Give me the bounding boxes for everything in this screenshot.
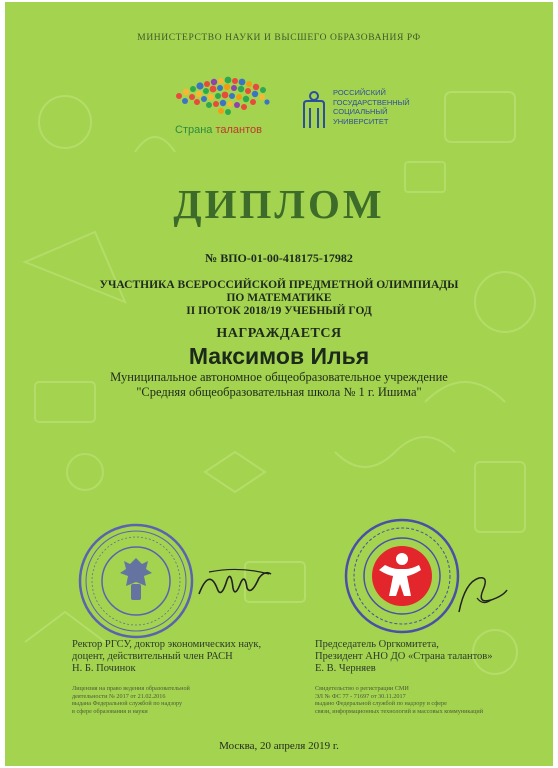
license-line: Лицензия на право ведения образовательной [72, 685, 190, 692]
school-name [5, 370, 553, 400]
media-registration-info [315, 685, 545, 715]
university-emblem-icon [301, 90, 327, 130]
olympiad-heading [5, 279, 553, 318]
rgsu-line: УНИВЕРСИТЕТ [333, 116, 389, 126]
rector-line: доцент, действительный член РАСН [72, 651, 233, 662]
ministry-header: МИНИСТЕРСТВО НАУКИ И ВЫСШЕГО ОБРАЗОВАНИЯ РФ [137, 33, 421, 43]
olympiad-line: II ПОТОК 2018/19 УЧЕБНЫЙ ГОД [186, 305, 372, 317]
rgsu-line: РОССИЙСКИЙ [333, 88, 386, 97]
recipient-name: Максимов Илья [188, 343, 370, 369]
chairman-signatory [315, 639, 545, 675]
license-line: выдана Федеральной службой по надзору [72, 700, 183, 707]
license-line: деятельности № 2017 от 21.02.2016 [72, 692, 166, 700]
school-line: Муниципальное автономное общеобразовательное учреждение [110, 370, 448, 384]
diploma-page [5, 2, 553, 766]
olympiad-line: ПО МАТЕМАТИКЕ [226, 292, 332, 304]
rector-signatory [72, 639, 312, 675]
registration-line: связи, информационных технологий и массовых коммуникаций [315, 707, 484, 715]
university-seal-icon [77, 522, 195, 640]
rector-line: Ректор РГСУ, доктор экономических наук, [72, 639, 262, 650]
diploma-number: № ВПО-01-00-418175-17982 [205, 251, 353, 265]
place-date: Москва, 20 апреля 2019 г. [219, 740, 339, 752]
registration-line: Свидетельство о регистрации СМИ [315, 685, 409, 692]
rgsu-line: ГОСУДАРСТВЕННЫЙ [333, 97, 410, 107]
school-line: "Средняя общеобразовательная школа № 1 г. Ишима" [136, 385, 422, 399]
olympiad-line: УЧАСТНИКА ВСЕРОССИЙСКОЙ ПРЕДМЕТНОЙ ОЛИМПИАДЫ [99, 279, 459, 291]
awarded-label: НАГРАЖДАЕТСЯ [216, 326, 342, 341]
registration-line: выдано Федеральной службой по надзору в сфере [315, 700, 447, 707]
logo-label-talantov: талантов [215, 124, 263, 136]
rector-signature-icon [195, 564, 275, 604]
strana-talantov-logo [167, 72, 277, 144]
rgsu-logo [301, 88, 431, 138]
registration-line: ЭЛ № ФС 77 - 71697 от 30.11.2017 [315, 692, 406, 700]
organizer-seal-icon [343, 517, 461, 635]
license-info [72, 685, 272, 715]
chairman-line: Е. В. Черняев [315, 663, 376, 674]
rector-line: Н. Б. Починок [72, 663, 136, 674]
chairman-signature-icon [453, 568, 513, 618]
chairman-line: Председатель Оргкомитета, [315, 639, 439, 650]
logo-label-strana: Страна [175, 124, 213, 136]
chairman-line: Президент АНО ДО «Страна талантов» [315, 651, 493, 662]
license-line: в сфере образования и науки [72, 707, 148, 715]
rgsu-line: СОЦИАЛЬНЫЙ [333, 107, 388, 116]
diploma-title: ДИПЛОМ [173, 181, 385, 227]
russia-dots-icon [167, 72, 277, 124]
